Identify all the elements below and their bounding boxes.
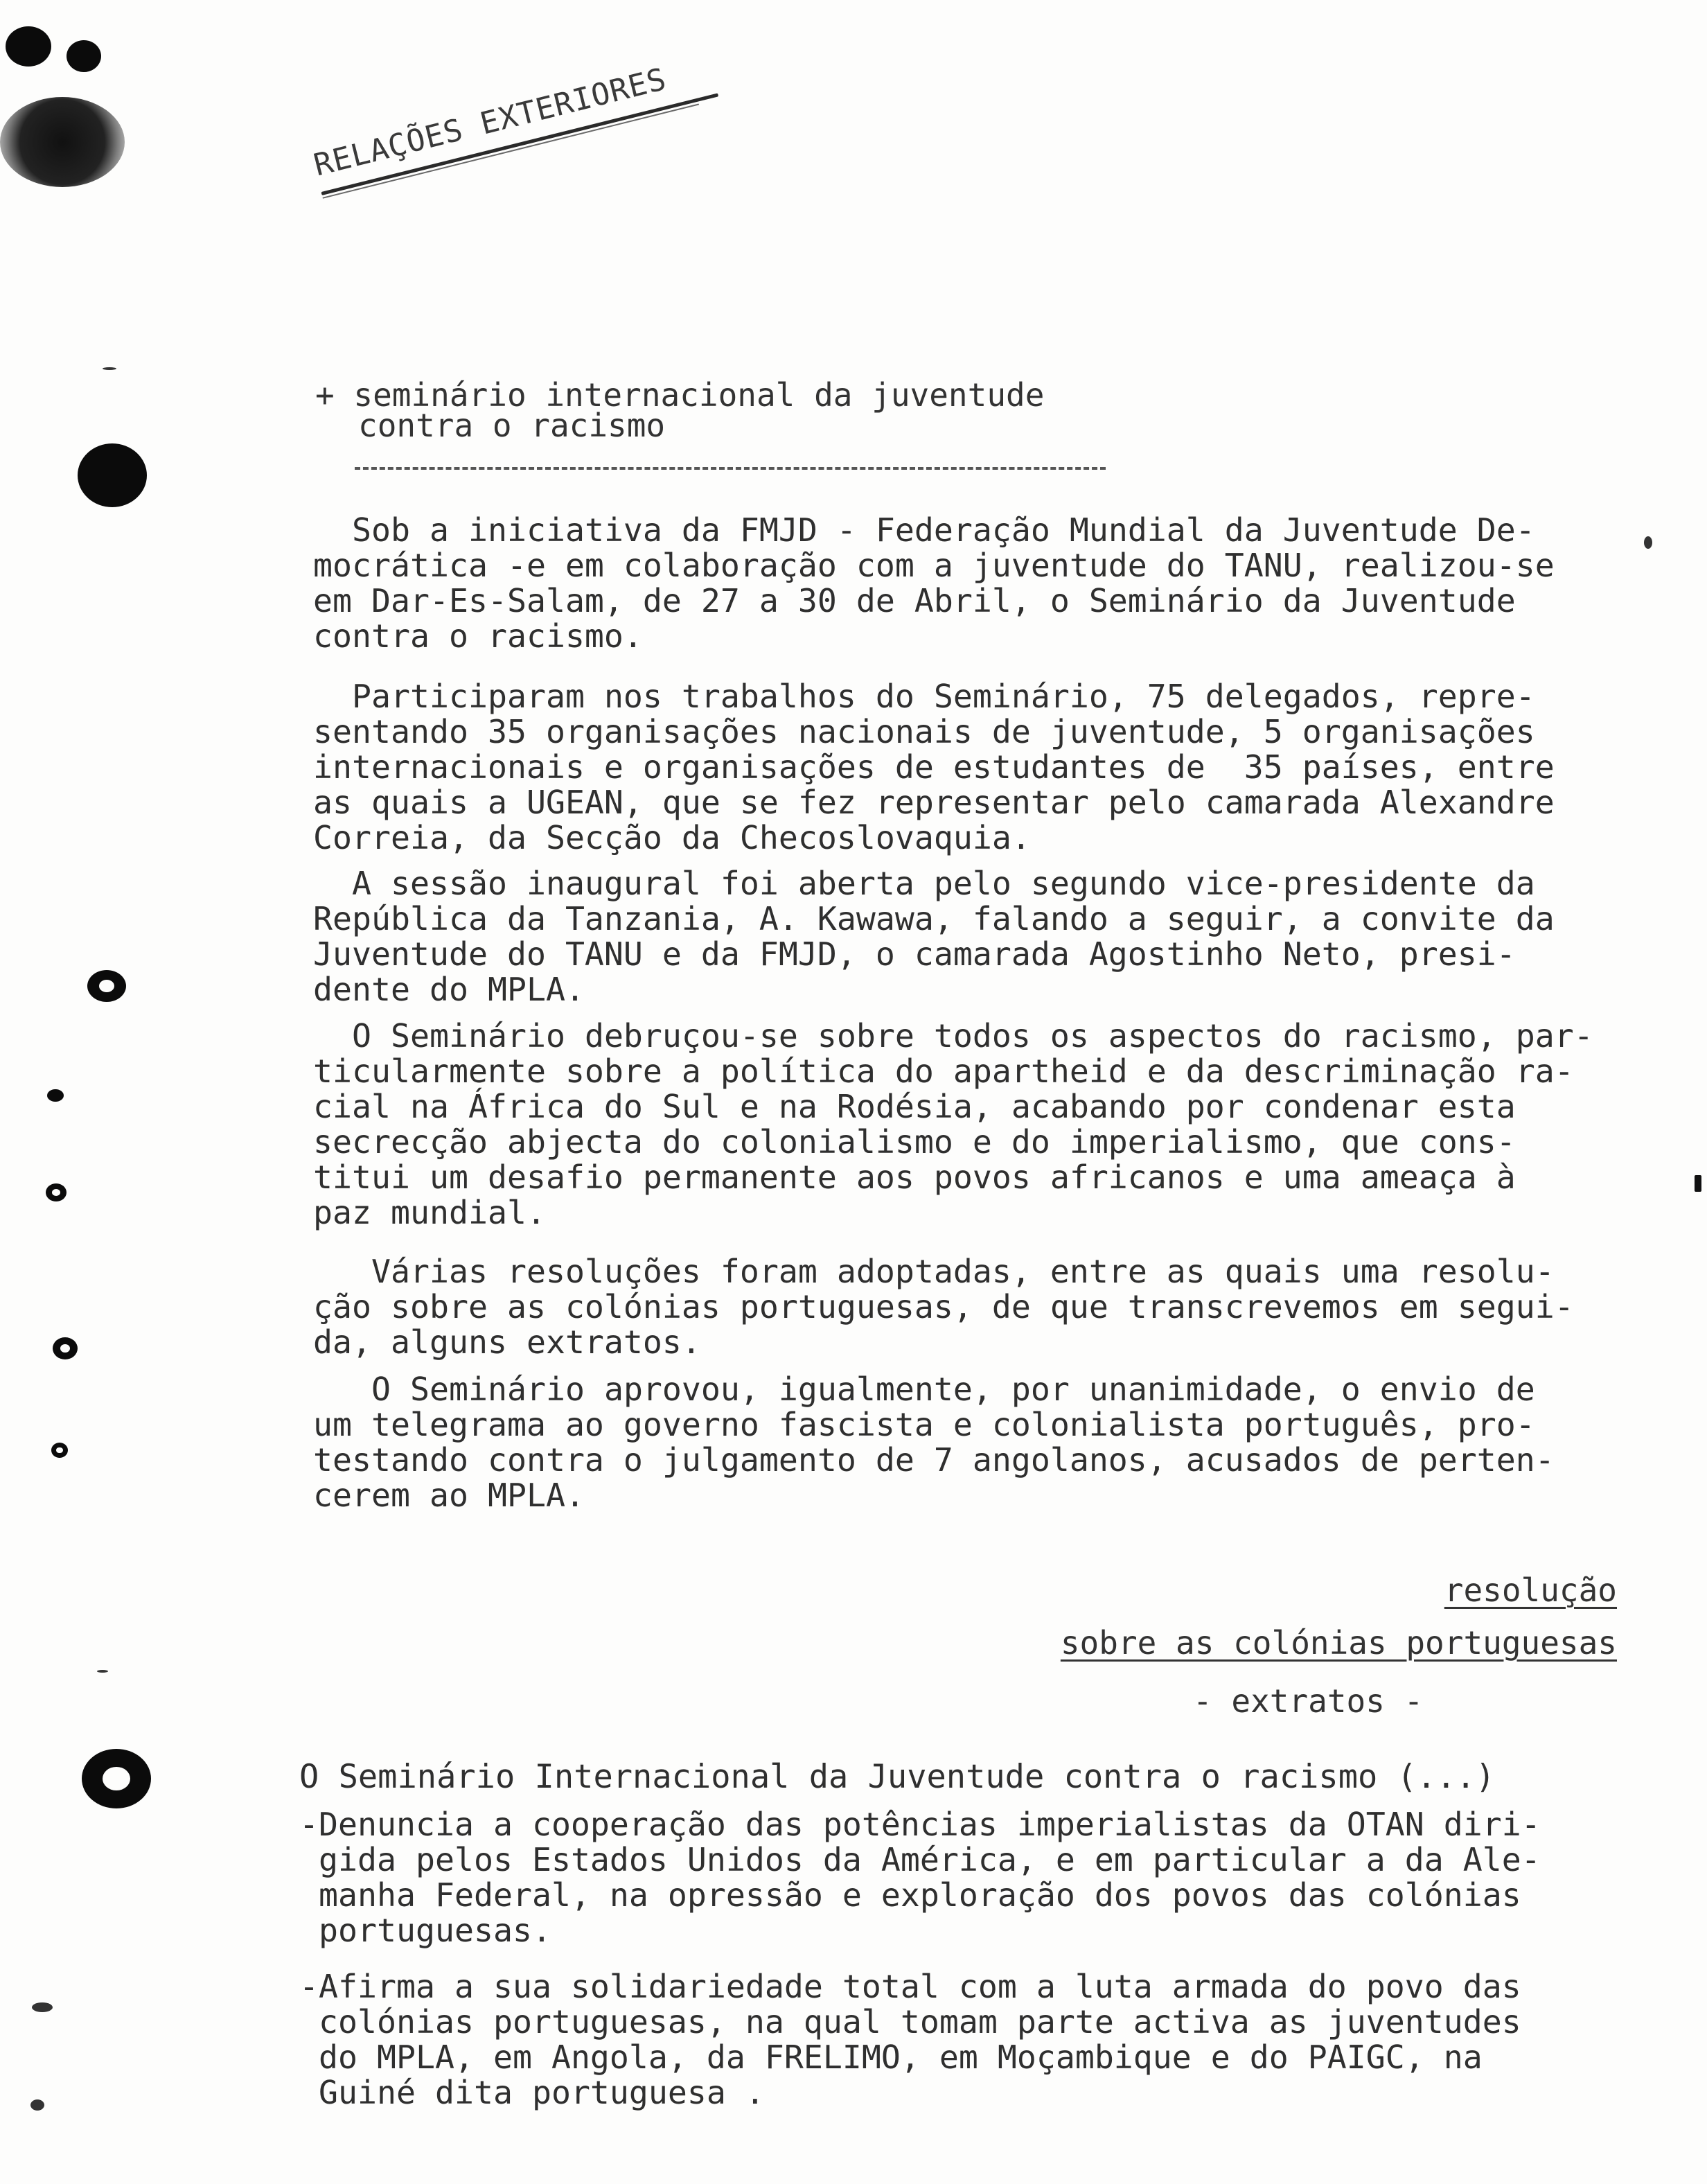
paragraph-participants: Participaram nos trabalhos do Seminário, 75 delegados, repre- sentando 35 organisações nacionais de juventude, 5 organisações internacionais e organisações de estudantes de 35 países, entre as quais a UGEAN, que se fez representar pelo camarada Alexandre Correia, da Secção da Checoslovaquia. <box>313 678 1555 856</box>
speck <box>32 2002 53 2012</box>
resolution-item-denuncia: -Denuncia a cooperação das potências imperialistas da OTAN diri- gida pelos Estados Unidos da América, e em particular a da Ale- manha Federal, na opressão e exploração dos povos das colónias portuguesas. <box>299 1806 1541 1949</box>
resolution-intro: O Seminário Internacional da Juventude contra o racismo (...) <box>299 1758 1496 1796</box>
paragraph-telegram: O Seminário aprovou, igualmente, por unanimidade, o envio de um telegrama ao governo fascista e colonialista português, pro- testando contra o julgamento de 7 angolanos, acusados de perten- cerem ao MPLA. <box>313 1371 1555 1514</box>
punch-hole <box>67 40 101 72</box>
resolution-heading-line1: resolução <box>1444 1571 1617 1609</box>
punch-hole <box>6 26 51 67</box>
ink-smudge <box>0 97 125 187</box>
section-marker: + <box>315 376 335 414</box>
section-title-line1: seminário internacional da juventude <box>353 376 1045 414</box>
section-title <box>315 376 1045 444</box>
relacoes-exteriores-stamp <box>310 62 670 184</box>
resolution-item-afirma: -Afirma a sua solidariedade total com a luta armada do povo das colónias portuguesas, na qual tomam parte activa as juventudes do MPLA, em Angola, da FRELIMO, em Moçambique e do PAIGC, na Guiné dita portuguesa . <box>299 1968 1521 2111</box>
punch-hole <box>53 1337 78 1359</box>
resolution-heading <box>1444 1573 1617 1608</box>
punch-hole <box>47 1089 64 1102</box>
resolution-heading-sub <box>1061 1626 1617 1660</box>
title-rule <box>355 467 1106 470</box>
punch-hole <box>46 1183 67 1201</box>
punch-hole <box>87 970 126 1002</box>
speck <box>103 367 116 370</box>
punch-hole <box>78 443 147 507</box>
section-title-line2: contra o racismo <box>358 407 666 444</box>
paragraph-intro: Sob a iniciativa da FMJD - Federação Mundial da Juventude De- mocrática -e em colaboração com a juventude do TANU, realizou-se em Dar-Es-Salam, de 27 a 30 de Abril, o Seminário da Juventude contra o racismo. <box>313 511 1555 655</box>
punch-hole <box>51 1443 68 1458</box>
paragraph-opening: A sessão inaugural foi aberta pelo segundo vice-presidente da República da Tanzania, A. Kawawa, falando a seguir, a convite da Juventude do TANU e da FMJD, o camarada Agostinho Neto, presi- dente do MPLA. <box>313 865 1555 1008</box>
punch-hole <box>82 1749 151 1808</box>
stamp-text: RELAÇÕES EXTERIORES <box>310 61 671 184</box>
resolution-subtitle: - extratos - <box>1193 1682 1424 1720</box>
speck <box>97 1670 108 1673</box>
speck <box>1695 1175 1701 1192</box>
speck <box>30 2099 44 2111</box>
resolution-heading-line2: sobre as colónias portuguesas <box>1060 1624 1617 1662</box>
paragraph-racism: O Seminário debruçou-se sobre todos os aspectos do racismo, par- ticularmente sobre a política do apartheid e da descriminação ra- cial na África do Sul e na Rodésia, acabando por condenar esta secrecção abjecta do colonialismo e do imperialismo, que cons- titui um desafio permanente aos povos africanos e uma ameaça à paz mundial. <box>313 1017 1593 1231</box>
paragraph-resolutions: Várias resoluções foram adoptadas, entre as quais uma resolu- ção sobre as colónias portuguesas, de que transcrevemos em segui- da, alguns extratos. <box>313 1253 1574 1361</box>
